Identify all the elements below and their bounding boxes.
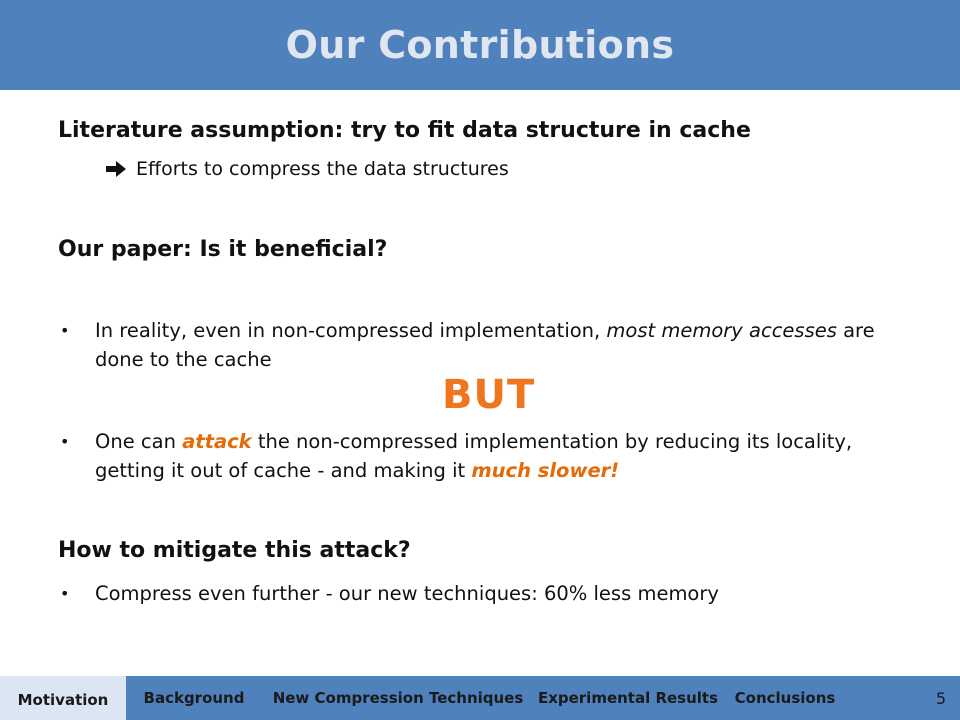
bullet-text (95, 316, 888, 374)
nav-item-conclusions[interactable]: Conclusions (734, 689, 836, 707)
bullet-text-part: In reality, even in non-compressed implementation, (95, 319, 607, 342)
nav-item-background[interactable]: Background (143, 689, 245, 707)
literature-subpoint-text: Efforts to compress the data structures (136, 158, 509, 180)
right-arrow-icon (106, 161, 126, 177)
section-navbar (0, 676, 960, 720)
page-number: 5 (935, 688, 946, 708)
nav-item-experimental-results[interactable]: Experimental Results (537, 689, 719, 707)
mitigate-heading: How to mitigate this attack? (58, 538, 411, 563)
title-bar (0, 0, 960, 90)
bullet-dot: • (60, 321, 70, 340)
paper-heading: Our paper: Is it beneficial? (58, 237, 388, 262)
slide-title: Our Contributions (285, 23, 675, 67)
bullet-dot: • (60, 432, 70, 451)
nav-item-motivation[interactable]: Motivation (0, 676, 126, 720)
bullet-emphasis: most memory accesses (606, 319, 837, 342)
but-callout: BUT (442, 372, 536, 418)
bullet-text (95, 427, 888, 485)
literature-subpoint (106, 158, 509, 180)
bullet-text-part: One can (95, 430, 183, 453)
bullet-text: Compress even further - our new techniques: 60% less memory (95, 582, 719, 605)
literature-heading: Literature assumption: try to fit data structure in cache (58, 118, 751, 143)
bullet-text-part: the non-compressed implementation by reducing its locality, getting it out of cache - and making it (95, 430, 853, 482)
nav-item-new-compression-techniques[interactable]: New Compression Techniques (272, 689, 524, 707)
bullet-item-reality (58, 316, 888, 374)
slower-emphasis: much slower! (471, 459, 620, 482)
attack-emphasis: attack (182, 430, 252, 453)
bullet-dot: • (60, 584, 70, 603)
bullet-item-attack (58, 427, 888, 485)
bullet-item-compress (58, 579, 888, 608)
bullet-text-part: are done to the cache (95, 319, 875, 371)
